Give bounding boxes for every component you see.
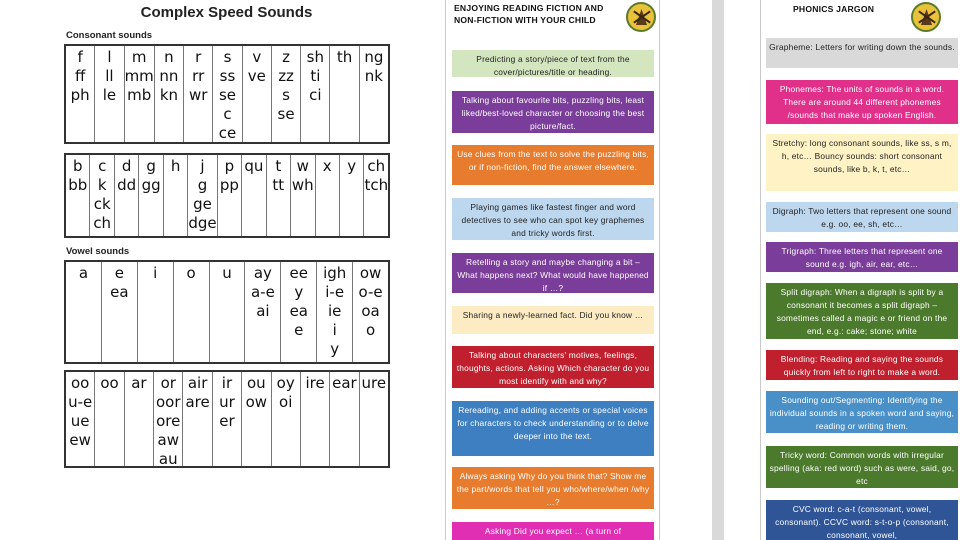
sound-column bbox=[291, 155, 315, 236]
jargon-definition-card: Sounding out/Segmenting: Identifying the individual sounds in a spoken word and saying, reading or writing them. bbox=[766, 391, 958, 433]
sound-column bbox=[218, 155, 242, 236]
sound-grapheme: oor bbox=[155, 393, 181, 411]
reading-tip-card: Playing games like fastest finger and word detectives to see who can spot key graphemes and tricky words first. bbox=[452, 198, 654, 240]
sound-grapheme: i bbox=[332, 321, 337, 339]
sound-grapheme: o-e bbox=[358, 283, 383, 301]
vowel-grid-1 bbox=[64, 260, 390, 364]
sound-grapheme: o bbox=[365, 321, 376, 339]
sound-grapheme: igh bbox=[323, 264, 347, 282]
sound-grapheme: ore bbox=[156, 412, 181, 430]
sound-grapheme: ar bbox=[131, 374, 147, 392]
sound-grapheme: p bbox=[224, 157, 235, 175]
sound-column bbox=[317, 262, 353, 362]
jargon-definition-card: Grapheme: Letters for writing down the sounds. bbox=[766, 38, 958, 68]
sound-grapheme: ie bbox=[327, 302, 342, 320]
jargon-definition-card: Tricky word: Common words with irregular spelling (aka: red word) such as were, said, go, etc bbox=[766, 446, 958, 488]
sound-grapheme: n bbox=[164, 48, 174, 66]
sound-grapheme: x bbox=[322, 157, 332, 175]
sound-grapheme: aw bbox=[157, 431, 179, 449]
sound-grapheme: th bbox=[336, 48, 353, 66]
sound-grapheme: ch bbox=[93, 214, 112, 232]
sound-grapheme: r bbox=[195, 48, 202, 66]
sound-grapheme: c bbox=[223, 105, 232, 123]
sound-grapheme: dge bbox=[188, 214, 217, 232]
sound-grapheme: m bbox=[131, 48, 147, 66]
sound-grapheme: ce bbox=[218, 124, 237, 142]
sound-grapheme: ai bbox=[256, 302, 270, 320]
sound-grapheme: v bbox=[252, 48, 262, 66]
sound-column bbox=[95, 46, 124, 142]
jargon-header: PHONICS JARGON bbox=[793, 4, 875, 14]
sound-grapheme: air bbox=[187, 374, 208, 392]
sound-grapheme: z bbox=[282, 48, 290, 66]
speed-sounds-title: Complex Speed Sounds bbox=[140, 4, 313, 21]
sound-column bbox=[242, 372, 271, 466]
reading-tip-card: Sharing a newly-learned fact. Did you know … bbox=[452, 306, 654, 334]
sound-grapheme: se bbox=[218, 86, 237, 104]
phonics-jargon-page bbox=[760, 0, 960, 540]
sound-grapheme: ire bbox=[305, 374, 325, 392]
sound-column bbox=[360, 46, 388, 142]
sound-grapheme: h bbox=[170, 157, 181, 175]
sound-grapheme: ti bbox=[310, 67, 321, 85]
sound-grapheme: ue bbox=[70, 412, 90, 430]
reading-header bbox=[454, 2, 603, 26]
sound-grapheme: ee bbox=[289, 264, 309, 282]
sound-column bbox=[242, 155, 266, 236]
sound-grapheme: tch bbox=[364, 176, 389, 194]
sound-column bbox=[125, 372, 154, 466]
sound-grapheme: ou bbox=[246, 374, 266, 392]
sound-grapheme: e bbox=[114, 264, 124, 282]
sound-column bbox=[301, 46, 330, 142]
consonant-grid-2 bbox=[64, 153, 390, 238]
sound-grapheme: g bbox=[197, 176, 208, 194]
sound-column bbox=[267, 155, 291, 236]
sound-column bbox=[66, 262, 102, 362]
sound-grapheme: s bbox=[282, 86, 290, 104]
reading-tip-card: Talking about favourite bits, puzzling bits, least liked/best-loved character or choosing the best picture/fact. bbox=[452, 91, 654, 133]
sound-grapheme: a-e bbox=[250, 283, 275, 301]
sound-grapheme: j bbox=[200, 157, 205, 175]
sound-column bbox=[125, 46, 155, 142]
sound-column bbox=[66, 372, 95, 466]
sound-grapheme: oa bbox=[361, 302, 380, 320]
sound-column bbox=[154, 372, 183, 466]
sound-grapheme: ch bbox=[367, 157, 386, 175]
sound-column bbox=[115, 155, 139, 236]
sound-grapheme: oo bbox=[100, 374, 119, 392]
sound-grapheme: ve bbox=[247, 67, 266, 85]
sound-grapheme: or bbox=[160, 374, 176, 392]
sound-grapheme: o bbox=[186, 264, 196, 282]
jargon-definition-card: CVC word: c-a-t (consonant, vowel, consonant). CCVC word: s-t-o-p (consonant, consonant, vowel, bbox=[766, 500, 958, 540]
sound-column bbox=[66, 155, 90, 236]
sound-column bbox=[210, 262, 246, 362]
reading-header-line2: NON-FICTION WITH YOUR CHILD bbox=[454, 15, 596, 25]
sound-grapheme: le bbox=[102, 86, 117, 104]
sound-grapheme: a bbox=[78, 264, 89, 282]
sound-column bbox=[301, 372, 330, 466]
sound-column bbox=[330, 46, 359, 142]
reading-tip-card: Asking Did you expect … (a turn of bbox=[452, 522, 654, 540]
sound-column bbox=[213, 46, 242, 142]
sound-grapheme: wh bbox=[291, 176, 314, 194]
sound-grapheme: ph bbox=[70, 86, 90, 104]
sound-column bbox=[183, 372, 212, 466]
sound-grapheme: oi bbox=[279, 393, 293, 411]
sound-grapheme: zz bbox=[278, 67, 294, 85]
sound-grapheme: k bbox=[97, 176, 107, 194]
sound-grapheme: tt bbox=[272, 176, 285, 194]
sound-column bbox=[330, 372, 359, 466]
sound-grapheme: ew bbox=[69, 431, 91, 449]
sound-grapheme: l bbox=[107, 48, 112, 66]
sound-grapheme: d bbox=[121, 157, 132, 175]
sound-grapheme: qu bbox=[244, 157, 264, 175]
sound-grapheme: g bbox=[146, 157, 156, 175]
reading-tip-card: Predicting a story/piece of text from the cover/pictures/title or heading. bbox=[452, 50, 654, 77]
sound-column bbox=[90, 155, 114, 236]
sound-grapheme: kn bbox=[159, 86, 179, 104]
sound-grapheme: ll bbox=[105, 67, 114, 85]
sound-column bbox=[138, 262, 174, 362]
page-gutter bbox=[712, 0, 724, 540]
jargon-definition-card: Digraph: Two letters that represent one sound e.g. oo, ee, sh, etc… bbox=[766, 202, 958, 232]
sound-grapheme: t bbox=[275, 157, 282, 175]
sound-grapheme: ir bbox=[221, 374, 233, 392]
windmill-logo-icon bbox=[911, 2, 941, 32]
sound-grapheme: c bbox=[98, 157, 107, 175]
sound-grapheme: dd bbox=[117, 176, 137, 194]
consonant-sounds-label: Consonant sounds bbox=[66, 30, 153, 41]
reading-tips-page bbox=[445, 0, 660, 540]
sound-grapheme: ay bbox=[253, 264, 272, 282]
jargon-definition-card: Split digraph: When a digraph is split by a consonant it becomes a split digraph – sometimes called a magic e or friend on the end, e.g.: cake; stone; white bbox=[766, 283, 958, 339]
vowel-sounds-label: Vowel sounds bbox=[66, 246, 130, 257]
sound-grapheme: pp bbox=[219, 176, 239, 194]
reading-tip-card: Talking about characters' motives, feelings, thoughts, actions. Asking Which character do you most identify with and why? bbox=[452, 346, 654, 388]
sound-grapheme: ea bbox=[289, 302, 308, 320]
windmill-logo-icon bbox=[626, 2, 656, 32]
jargon-definition-card: Trigraph: Three letters that represent one sound e.g. igh, air, ear, etc… bbox=[766, 242, 958, 272]
sound-grapheme: are bbox=[185, 393, 210, 411]
sound-column bbox=[353, 262, 388, 362]
sound-column bbox=[272, 372, 301, 466]
sound-column bbox=[316, 155, 340, 236]
sound-grapheme: oo bbox=[71, 374, 90, 392]
sound-column bbox=[155, 46, 184, 142]
sound-grapheme: ff bbox=[74, 67, 86, 85]
sound-column bbox=[102, 262, 138, 362]
reading-tip-card: Always asking Why do you think that? Show me the part/words that tell you who/where/when /why …? bbox=[452, 467, 654, 509]
sound-grapheme: ci bbox=[309, 86, 322, 104]
sound-grapheme: ck bbox=[93, 195, 111, 213]
sound-grapheme: gg bbox=[141, 176, 161, 194]
sound-column bbox=[188, 155, 217, 236]
sound-grapheme: y bbox=[294, 283, 304, 301]
sound-grapheme: er bbox=[219, 412, 235, 430]
consonant-grid-1 bbox=[64, 44, 390, 144]
sound-grapheme: ur bbox=[219, 393, 235, 411]
sound-column bbox=[360, 372, 388, 466]
sound-grapheme: ea bbox=[110, 283, 129, 301]
sound-column bbox=[364, 155, 388, 236]
sound-grapheme: rr bbox=[192, 67, 205, 85]
sound-grapheme: f bbox=[77, 48, 83, 66]
sound-column bbox=[66, 46, 95, 142]
sound-grapheme: e bbox=[294, 321, 304, 339]
sound-grapheme: i bbox=[153, 264, 158, 282]
sound-grapheme: y bbox=[347, 157, 357, 175]
sound-grapheme: ng bbox=[364, 48, 384, 66]
sound-grapheme: ure bbox=[361, 374, 387, 392]
sound-grapheme: ow bbox=[359, 264, 382, 282]
sound-grapheme: se bbox=[277, 105, 295, 123]
jargon-definition-card: Blending: Reading and saying the sounds quickly from left to right to make a word. bbox=[766, 350, 958, 380]
sound-column bbox=[174, 262, 210, 362]
sound-column bbox=[184, 46, 213, 142]
sound-grapheme: ow bbox=[245, 393, 268, 411]
reading-tip-card: Rereading, and adding accents or special voices for characters to check understanding or to delve deeper into the text. bbox=[452, 401, 654, 456]
sound-grapheme: y bbox=[330, 340, 340, 358]
sound-column bbox=[272, 46, 301, 142]
sound-grapheme: u bbox=[222, 264, 232, 282]
sound-grapheme: wr bbox=[189, 86, 208, 104]
sound-grapheme: u-e bbox=[68, 393, 93, 411]
reading-tip-card: Retelling a story and maybe changing a bit – What happens next? What would have happened if …? bbox=[452, 253, 654, 293]
sound-grapheme: mb bbox=[127, 86, 152, 104]
sound-grapheme: nn bbox=[159, 67, 179, 85]
reading-tip-card: Use clues from the text to solve the puzzling bits, or if non-fiction, find the answer elsewhere. bbox=[452, 145, 654, 185]
sound-grapheme: bb bbox=[68, 176, 88, 194]
sound-column bbox=[95, 372, 124, 466]
sound-grapheme: ear bbox=[332, 374, 357, 392]
jargon-definition-card: Phonemes: The units of sounds in a word. There are around 44 different phonemes /sounds that make up spoken English. bbox=[766, 80, 958, 124]
jargon-definition-card: Stretchy: long consonant sounds, like ss, s m, h, etc… Bouncy sounds: short consonant sounds, like b, k, t, etc… bbox=[766, 134, 958, 191]
sound-column bbox=[245, 262, 281, 362]
sound-grapheme: ge bbox=[193, 195, 212, 213]
sound-grapheme: mm bbox=[124, 67, 154, 85]
sound-column bbox=[213, 372, 242, 466]
sound-grapheme: nk bbox=[364, 67, 383, 85]
sound-grapheme: sh bbox=[306, 48, 324, 66]
reading-header-line1: ENJOYING READING FICTION AND bbox=[454, 3, 604, 13]
sound-column bbox=[340, 155, 364, 236]
sound-grapheme: i-e bbox=[325, 283, 345, 301]
sound-grapheme: au bbox=[158, 450, 178, 468]
speed-sounds-page bbox=[57, 0, 396, 540]
sound-grapheme: w bbox=[296, 157, 309, 175]
vowel-grid-2 bbox=[64, 370, 390, 468]
sound-column bbox=[164, 155, 188, 236]
sound-column bbox=[139, 155, 163, 236]
sound-grapheme: b bbox=[72, 157, 83, 175]
sound-column bbox=[281, 262, 317, 362]
sound-column bbox=[243, 46, 272, 142]
sound-grapheme: s bbox=[223, 48, 232, 66]
sound-grapheme: oy bbox=[276, 374, 295, 392]
sound-grapheme: ss bbox=[219, 67, 236, 85]
